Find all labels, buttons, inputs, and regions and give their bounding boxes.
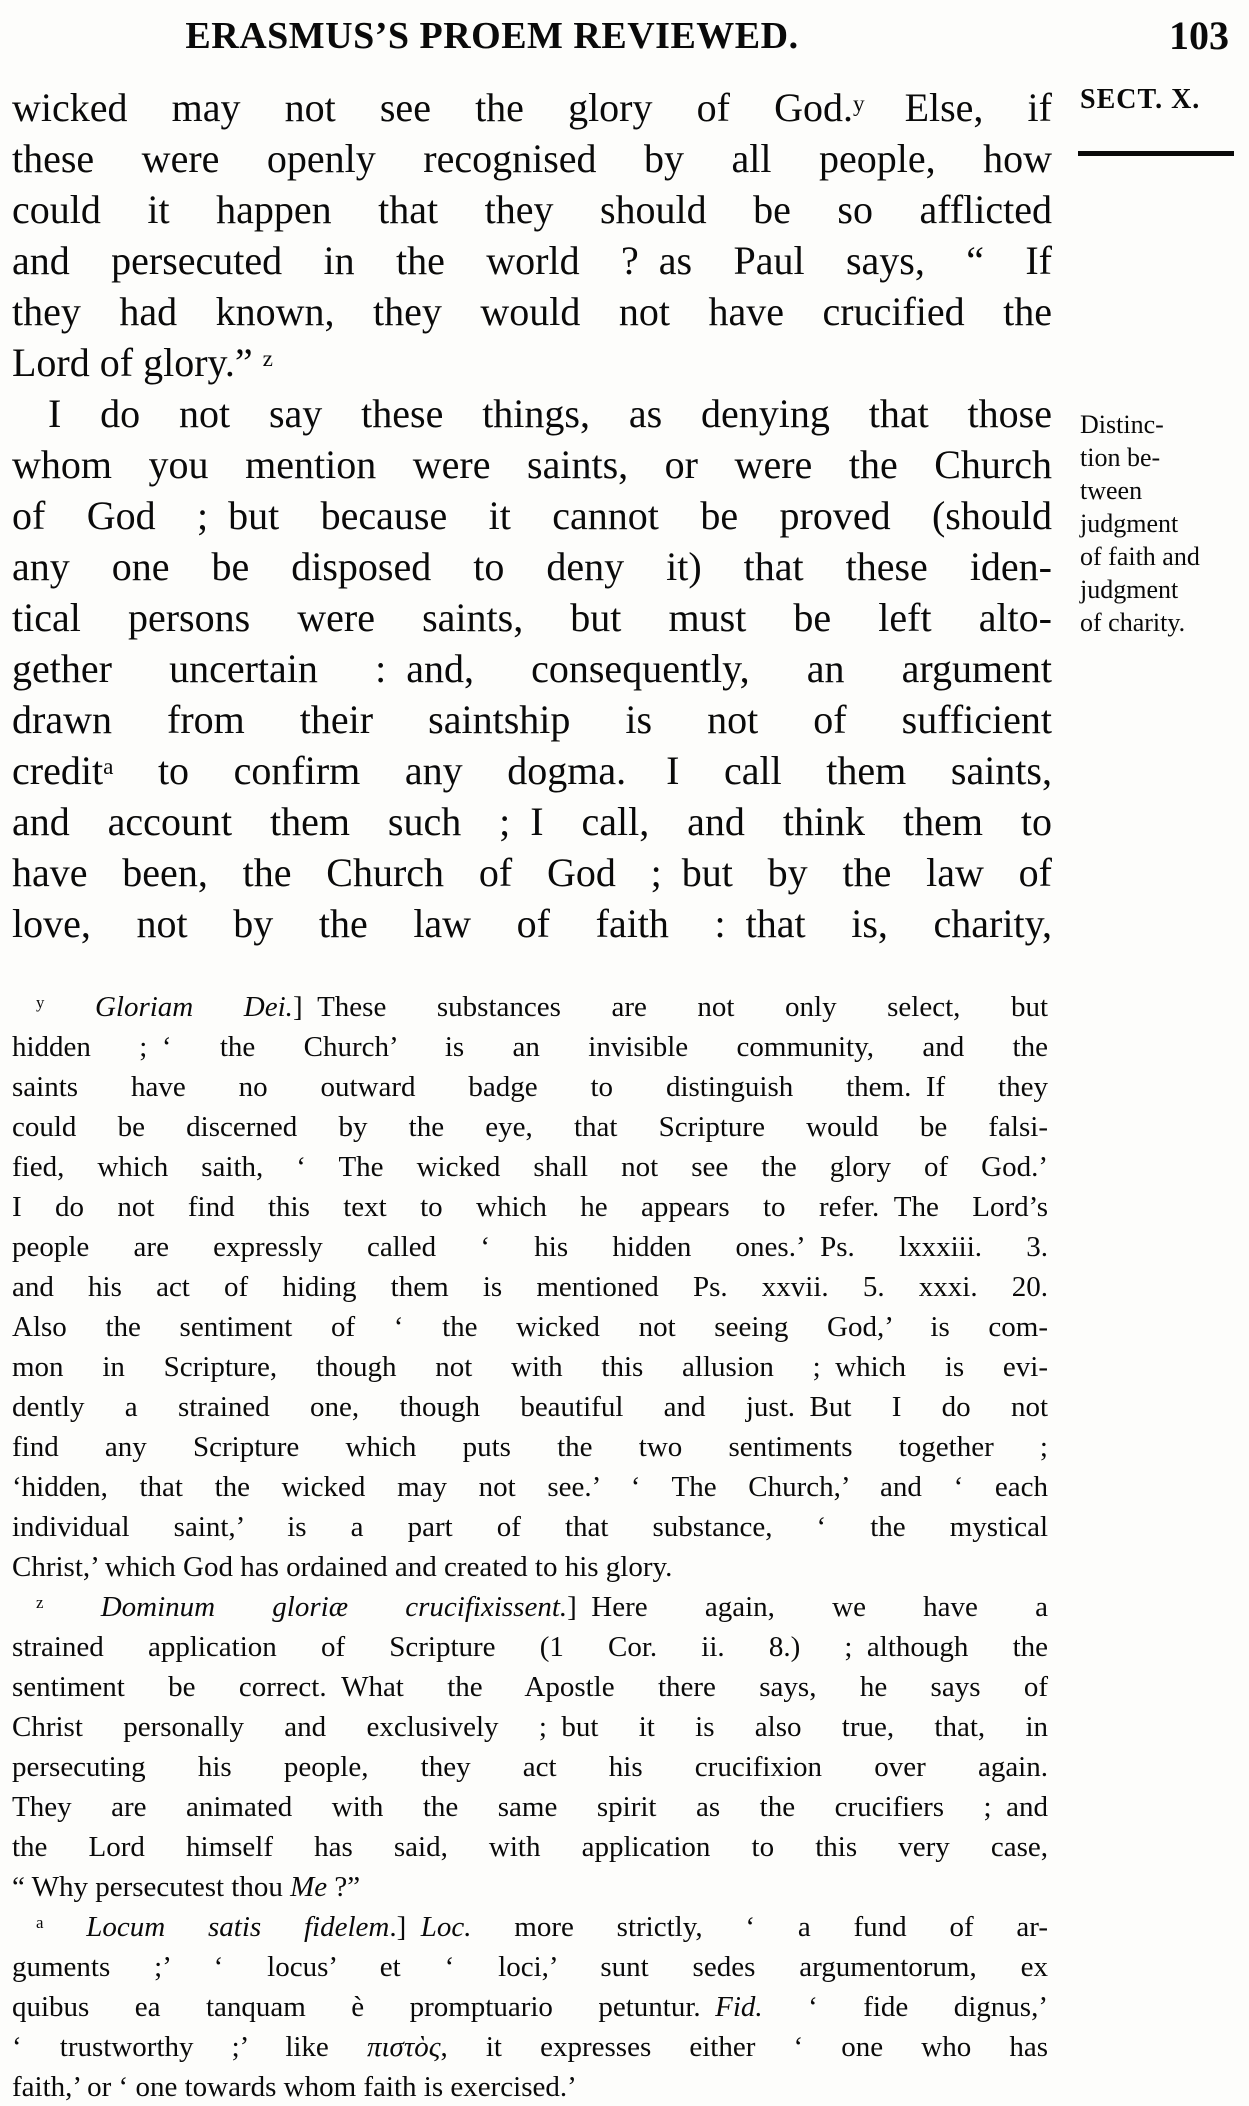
- margin-note-line: Distinc-: [1080, 410, 1164, 439]
- text-line: persecuting his people, they act his crucifixion over again.: [12, 1751, 1048, 1783]
- paragraph: [12, 82, 1052, 388]
- italic-text: πιστὸς: [366, 2031, 441, 2063]
- text-line: sentiment be correct. What the Apostle there says, he says of: [12, 1671, 1048, 1703]
- text-line: and persecuted in the world ? as Paul says, “ If: [12, 238, 1052, 283]
- footnote-y: [12, 987, 1048, 1587]
- text-line: Also the sentiment of ‘ the wicked not seeing God,’ is com-: [12, 1311, 1048, 1343]
- running-head: ERASMUS’S PROEM REVIEWED.: [185, 15, 799, 57]
- margin-note-line: judgment: [1080, 575, 1179, 604]
- footnote-marker: a: [103, 753, 114, 780]
- text-line: whom you mention were saints, or were the Church: [12, 442, 1052, 487]
- text-line: find any Scripture which puts the two sentiments together ;: [12, 1431, 1048, 1463]
- text-line: drawn from their saintship is not of sufficient: [12, 697, 1052, 742]
- text-line: and account them such ; I call, and think them to: [12, 799, 1052, 844]
- text-line: gether uncertain : and, consequently, an argument: [12, 646, 1052, 691]
- text-line: strained application of Scripture (1 Cor. ii. 8.) ; although the: [12, 1631, 1048, 1663]
- italic-text: Locum satis fidelem: [86, 1911, 390, 1943]
- text-line: could it happen that they should be so afflicted: [12, 187, 1052, 232]
- text-line: faith,’ or ‘ one towards whom faith is exercised.’: [12, 2071, 577, 2103]
- text-line: Christ personally and exclusively ; but it is also true, that, in: [12, 1711, 1048, 1743]
- margin-note-line: tion be-: [1080, 443, 1161, 472]
- text-line: any one be disposed to deny it) that these iden-: [12, 544, 1052, 589]
- text-line: love, not by the law of faith : that is, charity,: [12, 901, 1052, 946]
- italic-text: Loc.: [420, 1911, 472, 1943]
- italic-text: Dominum gloriæ crucifixissent.: [100, 1591, 568, 1623]
- text-line: dently a strained one, though beautiful and just. But I do not: [12, 1391, 1048, 1423]
- footnote-marker: z: [262, 345, 273, 372]
- footnote-z: [12, 1587, 1048, 1907]
- text-line: individual saint,’ is a part of that substance, ‘ the mystical: [12, 1511, 1048, 1543]
- section-label: SECT. X.: [1080, 84, 1201, 115]
- page-content: [12, 82, 1249, 949]
- text-line: could be discerned by the eye, that Scripture would be falsi-: [12, 1111, 1048, 1143]
- text-line: I do not find this text to which he appears to refer. The Lord’s: [12, 1191, 1048, 1223]
- margin-column: [1052, 82, 1249, 949]
- margin-note-line: tween: [1080, 476, 1143, 505]
- main-text-column: [12, 82, 1052, 949]
- text-line: the Lord himself has said, with application to this very case,: [12, 1831, 1048, 1863]
- text-line: Christ,’ which God has ordained and created to his glory.: [12, 1551, 673, 1583]
- text-line: credit$^a$ to confirm any dogma. I call them saints,: [12, 748, 1052, 793]
- margin-note-line: judgment: [1080, 509, 1179, 538]
- text-line: mon in Scripture, though not with this allusion ; which is evi-: [12, 1351, 1048, 1383]
- text-line: tical persons were saints, but must be left alto-: [12, 595, 1052, 640]
- text-line: hidden ; ‘ the Church’ is an invisible community, and the: [12, 1031, 1048, 1063]
- text-line: Lord of glory.” $^z$: [12, 340, 273, 385]
- text-line: they had known, they would not have crucified the: [12, 289, 1052, 334]
- text-line: have been, the Church of God ; but by the law of: [12, 850, 1052, 895]
- footnotes-section: [12, 987, 1048, 2106]
- text-line: $^y$ Gloriam Dei.] These substances are not only select, but: [36, 991, 1049, 1023]
- text-line: They are animated with the same spirit as the crucifiers ; and: [12, 1791, 1048, 1823]
- text-line: these were openly recognised by all people, how: [12, 136, 1052, 181]
- text-line: ‘hidden, that the wicked may not see.’ ‘ The Church,’ and ‘ each: [12, 1471, 1048, 1503]
- text-line: quibus ea tanquam è promptuario petuntur. Fid. ‘ fide dignus,’: [12, 1991, 1048, 2023]
- text-line: $^a$ Locum satis fidelem.] Loc. more strictly, ‘ a fund of ar-: [36, 1911, 1048, 1943]
- page-header: [12, 14, 1249, 56]
- text-line: people are expressly called ‘ his hidden ones.’ Ps. lxxxiii. 3.: [12, 1231, 1048, 1263]
- footnote-marker: y: [852, 90, 865, 117]
- footnote-marker: z: [36, 1593, 44, 1613]
- footnote-marker: y: [36, 993, 45, 1013]
- paragraph: [12, 388, 1052, 949]
- margin-note-line: of faith and: [1080, 542, 1200, 571]
- margin-note: [1080, 408, 1200, 639]
- text-line: of God ; but because it cannot be proved (should: [12, 493, 1052, 538]
- text-line: wicked may not see the glory of God.$^y$ Else, if: [12, 85, 1052, 130]
- text-line: saints have no outward badge to distinguish them. If they: [12, 1071, 1048, 1103]
- text-line: and his act of hiding them is mentioned Ps. xxvii. 5. xxxi. 20.: [12, 1271, 1048, 1303]
- text-line: “ Why persecutest thou Me ?”: [12, 1871, 361, 1903]
- italic-text: Gloriam Dei.: [94, 991, 293, 1023]
- text-line: fied, which saith, ‘ The wicked shall not see the glory of God.’: [12, 1151, 1048, 1183]
- italic-text: Me: [290, 1871, 328, 1903]
- section-rule: [1078, 151, 1234, 156]
- text-line: ‘ trustworthy ;’ like πιστὸς, it expresses either ‘ one who has: [12, 2031, 1049, 2063]
- text-line: $^z$ Dominum gloriæ crucifixissent.] Here again, we have a: [36, 1591, 1048, 1623]
- footnote-a: [12, 1907, 1048, 2106]
- page-number: 103: [1169, 13, 1229, 58]
- text-line: I do not say these things, as denying that those: [48, 391, 1052, 436]
- text-line: guments ;’ ‘ locus’ et ‘ loci,’ sunt sedes argumentorum, ex: [12, 1951, 1048, 1983]
- margin-note-line: of charity.: [1080, 608, 1186, 637]
- footnote-marker: a: [36, 1913, 44, 1933]
- italic-text: Fid.: [715, 1991, 763, 2023]
